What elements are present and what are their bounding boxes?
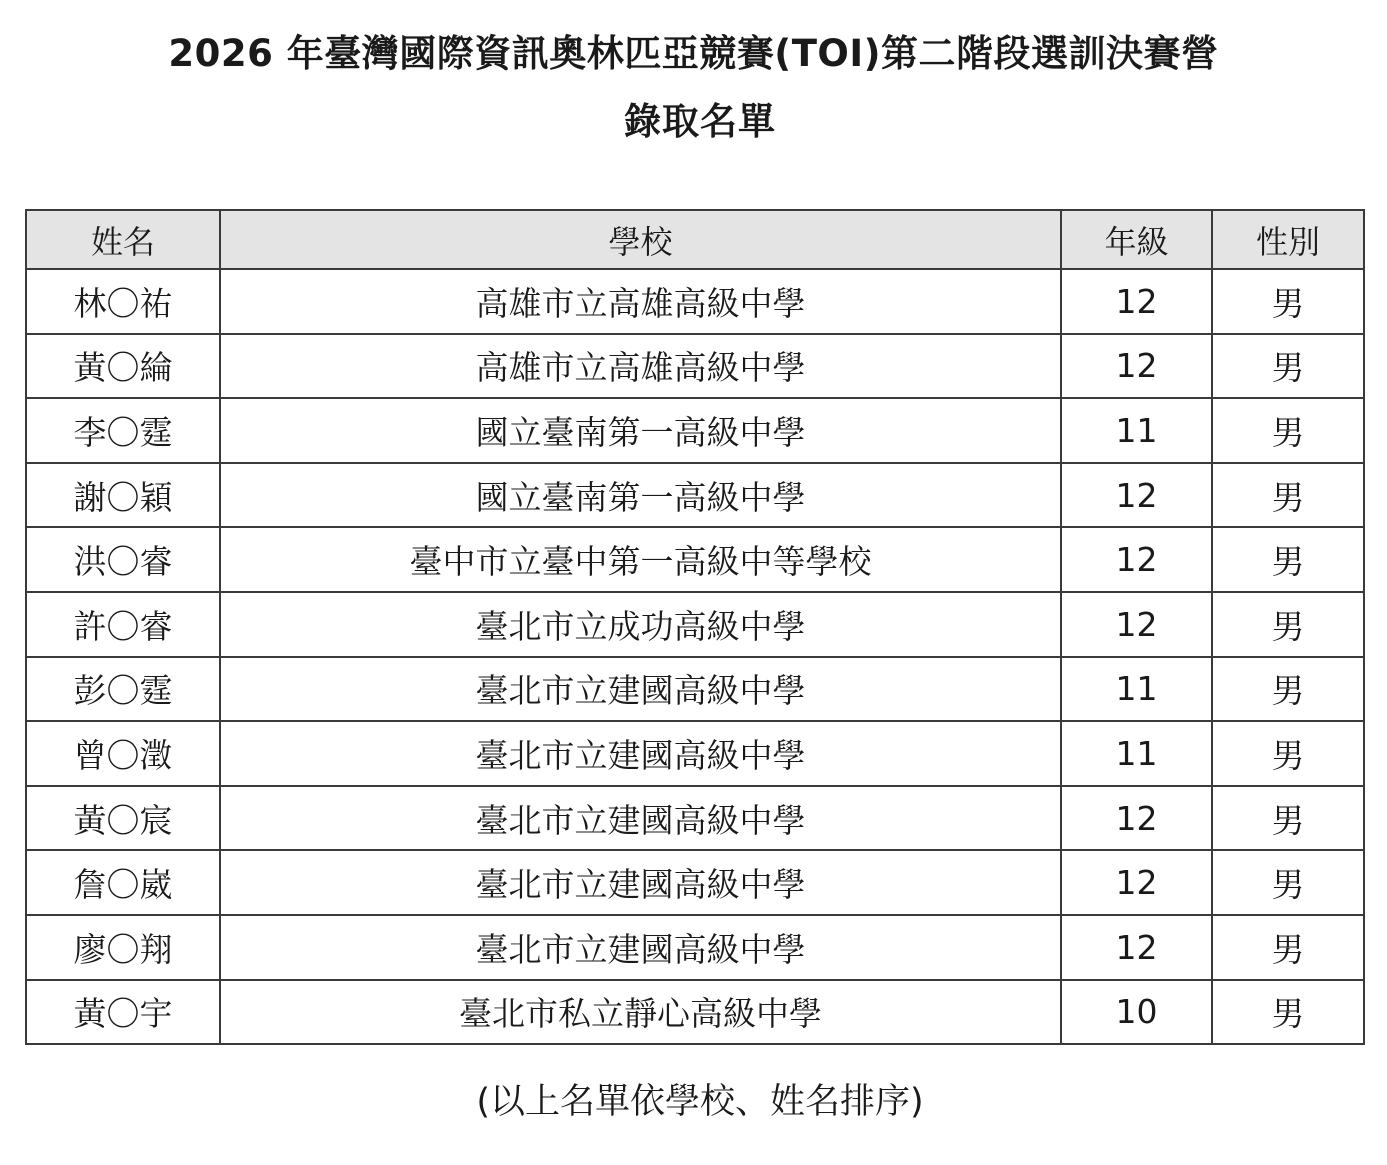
cell-grade: 12 — [1061, 786, 1212, 851]
cell-school: 臺北市立建國高級中學 — [220, 850, 1061, 915]
cell-grade: 11 — [1061, 657, 1212, 722]
table-row — [26, 592, 1364, 657]
cell-school: 國立臺南第一高級中學 — [220, 398, 1061, 463]
cell-school: 臺北市立成功高級中學 — [220, 592, 1061, 657]
cell-name: 黃〇綸 — [26, 334, 220, 399]
table-row — [26, 463, 1364, 528]
cell-school: 臺中市立臺中第一高級中等學校 — [220, 527, 1061, 592]
cell-school: 國立臺南第一高級中學 — [220, 463, 1061, 528]
cell-grade: 11 — [1061, 721, 1212, 786]
cell-grade: 12 — [1061, 269, 1212, 334]
cell-grade: 12 — [1061, 463, 1212, 528]
cell-gender: 男 — [1212, 334, 1364, 399]
cell-grade: 12 — [1061, 592, 1212, 657]
cell-name: 黃〇宸 — [26, 786, 220, 851]
table-row — [26, 721, 1364, 786]
cell-school: 臺北市立建國高級中學 — [220, 721, 1061, 786]
cell-grade: 12 — [1061, 334, 1212, 399]
cell-gender: 男 — [1212, 850, 1364, 915]
cell-gender: 男 — [1212, 721, 1364, 786]
cell-grade: 12 — [1061, 915, 1212, 980]
table-row — [26, 980, 1364, 1045]
cell-name: 林〇祐 — [26, 269, 220, 334]
cell-gender: 男 — [1212, 527, 1364, 592]
table-row — [26, 398, 1364, 463]
cell-name: 謝〇穎 — [26, 463, 220, 528]
table-header — [26, 210, 1364, 269]
header-gender: 性別 — [1212, 210, 1364, 269]
cell-name: 彭〇霆 — [26, 657, 220, 722]
cell-grade: 12 — [1061, 850, 1212, 915]
cell-gender: 男 — [1212, 269, 1364, 334]
cell-gender: 男 — [1212, 786, 1364, 851]
cell-grade: 10 — [1061, 980, 1212, 1045]
admission-table — [25, 209, 1365, 1045]
document-title: 2026 年臺灣國際資訊奧林匹亞競賽(TOI)第二階段選訓決賽營 — [168, 32, 1219, 75]
sorting-footnote: (以上名單依學校、姓名排序) — [476, 1082, 924, 1122]
header-grade: 年級 — [1061, 210, 1212, 269]
cell-name: 許〇睿 — [26, 592, 220, 657]
cell-gender: 男 — [1212, 463, 1364, 528]
cell-name: 李〇霆 — [26, 398, 220, 463]
cell-gender: 男 — [1212, 398, 1364, 463]
cell-school: 臺北市立建國高級中學 — [220, 915, 1061, 980]
table-row — [26, 269, 1364, 334]
cell-gender: 男 — [1212, 592, 1364, 657]
document-subtitle: 錄取名單 — [624, 100, 776, 143]
cell-name: 詹〇崴 — [26, 850, 220, 915]
header-name: 姓名 — [26, 210, 220, 269]
table-row — [26, 786, 1364, 851]
cell-name: 曾〇澂 — [26, 721, 220, 786]
cell-name: 黃〇宇 — [26, 980, 220, 1045]
cell-school: 高雄市立高雄高級中學 — [220, 334, 1061, 399]
table-row — [26, 657, 1364, 722]
cell-school: 臺北市立建國高級中學 — [220, 657, 1061, 722]
cell-school: 高雄市立高雄高級中學 — [220, 269, 1061, 334]
cell-gender: 男 — [1212, 980, 1364, 1045]
cell-name: 廖〇翔 — [26, 915, 220, 980]
table-row — [26, 915, 1364, 980]
cell-grade: 12 — [1061, 527, 1212, 592]
table-row — [26, 850, 1364, 915]
header-school: 學校 — [220, 210, 1061, 269]
cell-grade: 11 — [1061, 398, 1212, 463]
table-row — [26, 527, 1364, 592]
cell-name: 洪〇睿 — [26, 527, 220, 592]
cell-gender: 男 — [1212, 915, 1364, 980]
cell-gender: 男 — [1212, 657, 1364, 722]
table-row — [26, 334, 1364, 399]
header-row — [26, 210, 1364, 269]
table-body — [26, 269, 1364, 1044]
cell-school: 臺北市私立靜心高級中學 — [220, 980, 1061, 1045]
cell-school: 臺北市立建國高級中學 — [220, 786, 1061, 851]
